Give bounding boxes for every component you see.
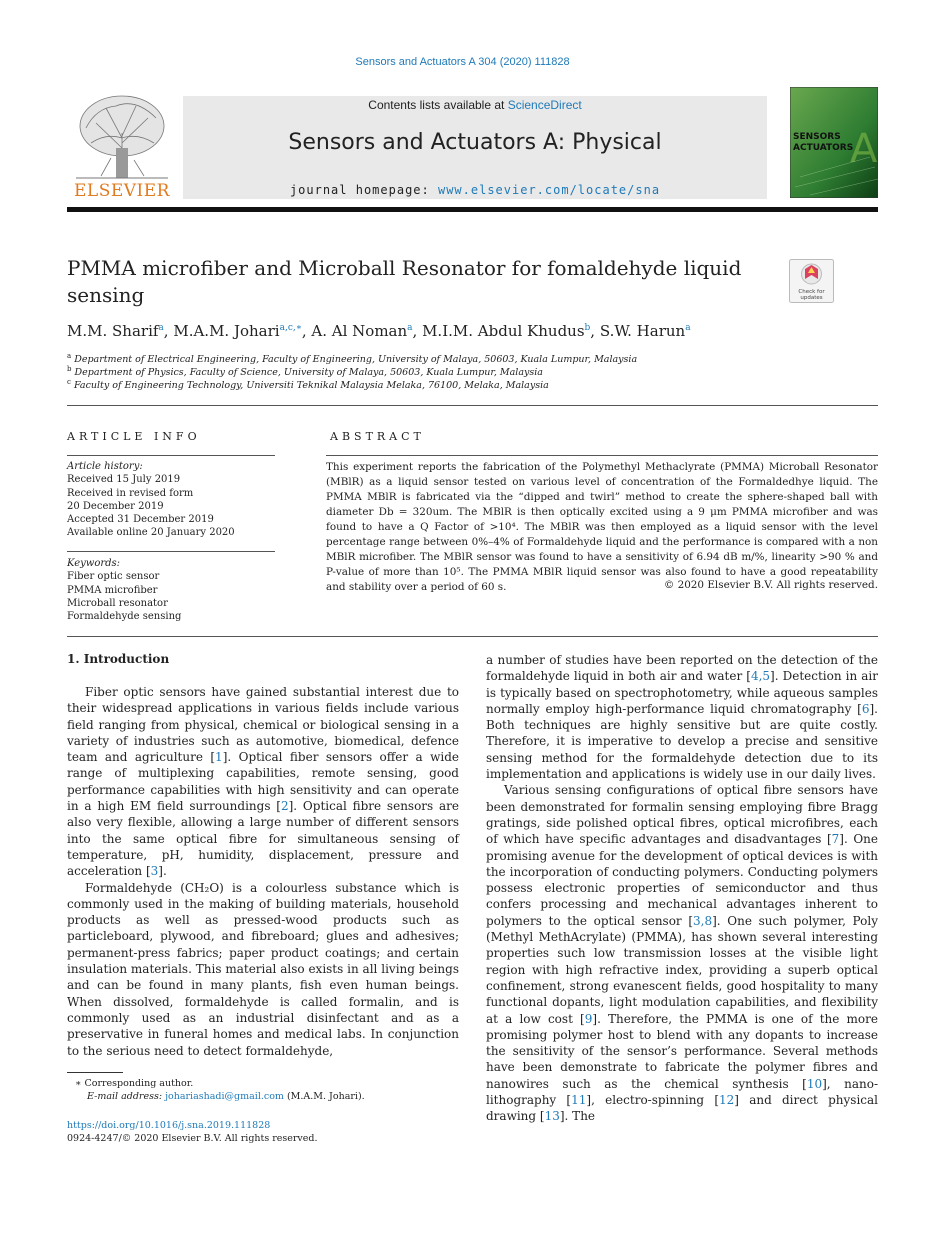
citation-link[interactable]: 7 <box>831 832 840 847</box>
journal-title: Sensors and Actuators A: Physical <box>288 130 662 155</box>
affiliation-text: Faculty of Engineering Technology, Universiti Teknikal Malaysia Melaka, 76100, Melaka, Malaysia <box>73 380 549 392</box>
doi-link[interactable]: https://doi.org/10.1016/j.sna.2019.111828 <box>67 1120 271 1131</box>
elsevier-logo <box>66 88 178 200</box>
keywords <box>67 557 277 623</box>
svg-text:A: A <box>850 126 878 172</box>
journal-cover-image[interactable] <box>790 87 878 198</box>
body-column-right <box>486 652 878 1125</box>
affiliation-b <box>67 365 543 378</box>
abstract-copyright: © 2020 Elsevier B.V. All rights reserved. <box>663 579 878 591</box>
header-divider <box>67 207 878 212</box>
elsevier-tree-icon <box>66 88 178 200</box>
affiliation-c <box>67 378 549 391</box>
author-affiliation-mark[interactable]: a,c,∗ <box>279 323 302 333</box>
email-owner: (M.A.M. Johari). <box>283 1091 365 1102</box>
author-list: M.M. Sharif$^a$, M.A.M. Johari$^{a,c,∗}$, A. Al Noman$^a$, M.I.M. Abdul Khudus$^b$, S.W. Harun$^a$ <box>67 322 691 340</box>
divider <box>67 405 878 406</box>
affiliation-mark: b <box>67 365 72 373</box>
sciencedirect-link[interactable]: ScienceDirect <box>507 98 582 112</box>
citation-link[interactable]: 3,8 <box>693 913 713 928</box>
corresponding-author-note: ∗ Corresponding author. <box>75 1078 194 1089</box>
body-paragraph: Various sensing configurations of optical fibre sensors have been demonstrated for formalin sensing employing fibre Bragg gratings, side polished optical fibres, optical microfibres, each of which have specific advantages and disadvantages [7]. One promising avenue for the development of optical devices is with the incorporation of conducting polymers. Conducting polymers possess electronic properties of semiconductor and thus confers processing and mechanical advantages inherent to polymers to the optical sensor [3,8]. One such polymer, Poly (Methyl MethAcrylate) (PMMA), has shown several interesting properties such low transmission losses at the visible light region with high refractive index, providing a superb optical confinement, strong evanescent fields, good hospitality to many functional dopants, light modulation capabilities, and flexibility at a low cost [9]. Therefore, the PMMA is one of the more promising polymer host to blend with any dopants to increase the sensitivity of the sensor’s performance. Several methods have been demonstrate to fabricate the polymer fibres and nanowires such as the chemical synthesis [10], nano-lithography [11], electro-spinning [12] and direct physical drawing [13]. The <box>486 783 879 1124</box>
crossmark-icon <box>789 259 834 303</box>
divider <box>67 455 275 456</box>
body-paragraph: Fiber optic sensors have gained substantial interest due to their widespread applications in various fields include various field ranging from physical, chemical or biological sensing in a variety of industries such as automotive, biomedical, defence team and agriculture [1]. Optical fiber sensors offer a wide range of multiplexing capabilities, remote sensing, good performance capabilities with high sensitivity and can operate in a high EM field surroundings [2]. Optical fibre sensors are also very flexible, allowing a large number of different sensors into the same optical fibre for simultaneous sensing of temperature, pH, humidity, displacement, pressure and acceleration [3]. <box>67 685 460 879</box>
email-note <box>87 1091 365 1102</box>
citation-link[interactable]: 2 <box>280 799 289 814</box>
affiliation-mark: a <box>67 352 72 360</box>
history-item: Received 15 July 2019 <box>67 474 181 486</box>
svg-text:ELSEVIER: ELSEVIER <box>74 181 170 200</box>
article-info-heading: ARTICLE INFO <box>67 430 201 443</box>
citation-link[interactable]: 9 <box>584 1011 593 1026</box>
email-link[interactable]: johariashadi@gmail.com <box>165 1091 284 1102</box>
affiliation-mark: c <box>67 378 71 386</box>
citation-link[interactable]: 11 <box>571 1093 587 1108</box>
svg-text:Check for: Check for <box>798 289 825 295</box>
contents-line <box>183 98 767 112</box>
citation-link[interactable]: 6 <box>861 701 870 716</box>
history-item: 20 December 2019 <box>67 500 164 512</box>
citation-link[interactable]: 12 <box>719 1093 735 1108</box>
footnote-divider <box>67 1072 123 1073</box>
article-history <box>67 460 277 540</box>
affiliation-a <box>67 352 637 365</box>
section-heading: 1. Introduction <box>67 652 170 666</box>
homepage-line <box>183 183 767 197</box>
email-label: E-mail address: <box>87 1091 166 1102</box>
history-item: Available online 20 January 2020 <box>67 527 235 539</box>
contents-prefix: Contents lists available at <box>368 98 508 112</box>
citation-link[interactable]: 4,5 <box>750 669 771 684</box>
keyword: Formaldehyde sensing <box>67 611 182 623</box>
divider <box>326 455 878 456</box>
cover-art-icon <box>790 87 878 198</box>
author-affiliation-mark[interactable]: a <box>685 323 691 333</box>
author-name: A. Al Noman <box>311 322 408 340</box>
abstract-heading: ABSTRACT <box>330 430 425 443</box>
body-paragraph: Formaldehyde (CH₂O) is a colourless substance which is commonly used in the making of building materials, household products as well as pressed-wood products such as particleboard, plywood, and fibreboard; glues and adhesives; permanent-press fabrics; paper product coatings; and certain insulation materials. This material also exists in all living beings and can be found in many plants, fish even human beings. When dissolved, formaldehyde is called formalin, and is commonly used as an industrial disinfectant and as a preservative in funeral homes and medical labs. In conjunction to the serious need to detect formaldehyde, <box>67 880 459 1058</box>
cover-title-line-2: ACTUATORS <box>793 143 854 153</box>
keyword: Microball resonator <box>67 597 168 609</box>
issn-copyright: 0924-4247/© 2020 Elsevier B.V. All rights reserved. <box>67 1133 318 1144</box>
affiliation-text: Department of Physics, Faculty of Science, University of Malaya, 50603, Kuala Lumpur, Malaysia <box>74 367 543 379</box>
divider <box>67 551 275 552</box>
check-for-updates-badge[interactable] <box>789 259 834 303</box>
citation-link[interactable]: 1 <box>215 750 223 765</box>
citation-link[interactable]: 3 <box>150 864 159 879</box>
body-paragraph: a number of studies have been reported on the detection of the formaldehyde liquid in both air and water [4,5]. Detection in air is typically based on spectrophotometry, while aqueous samples normally employ high-performance liquid chromatography [6]. Both techniques are highly sensitive but are quite costly. Therefore, it is imperative to develop a precise and sensitive sensing method for the formaldehyde detection due to its implementation and applications is widely use in our daily lives. <box>486 653 878 782</box>
cover-title-line-1: SENSORS <box>793 132 841 142</box>
author-affiliation-mark[interactable]: b <box>584 323 591 333</box>
author-name: M.I.M. Abdul Khudus <box>422 322 585 340</box>
keyword: Fiber optic sensor <box>67 571 160 583</box>
journal-citation[interactable]: Sensors and Actuators A 304 (2020) 111828 <box>355 56 570 68</box>
homepage-prefix: journal homepage: <box>289 183 438 197</box>
paper-title: PMMA microfiber and Microball Resonator for fomaldehyde liquid sensing <box>67 256 742 307</box>
history-label: Article history: <box>67 461 143 472</box>
history-item: Received in revised form <box>67 487 194 499</box>
history-item: Accepted 31 December 2019 <box>67 514 214 526</box>
abstract-text: This experiment reports the fabrication of the Polymethyl Methaclyrate (PMMA) Microball Resonator (MBlR) as a liquid sensor tested on various level of concentration of the Formaldedhye liquid. The PMMA MBlR is fabricated via the “dipped and twirl” method to create the sphere-shaped ball with diameter Db = 320um. The MBlR is then optically excited using a 9 μm PMMA microfiber and was found to have a Q Factor of >10⁴. The MBlR was then employed as a liquid sensor with the level percentage range between 0%–4% of Formaldehyde liquid and the performance is compared with a non MBlR microfiber. The MBlR sensor was found to have a sensitivity of 6.94 dB m/%, linearity >90 % and P-value of more than 10⁵. The PMMA MBlR liquid sensor was also found to have a good repeatability and stability over a period of 60 s. <box>326 461 878 593</box>
author-affiliation-mark[interactable]: a <box>158 323 164 333</box>
keywords-label: Keywords: <box>67 558 121 569</box>
author-name: M.M. Sharif <box>67 322 159 340</box>
citation-link[interactable]: 13 <box>544 1109 560 1124</box>
body-column-left <box>67 684 459 1059</box>
author-name: M.A.M. Johari <box>173 322 280 340</box>
divider <box>67 636 878 637</box>
author-affiliation-mark[interactable]: a <box>407 323 413 333</box>
author-name: S.W. Harun <box>599 322 686 340</box>
citation-link[interactable]: 10 <box>806 1076 823 1091</box>
svg-text:updates: updates <box>800 295 823 301</box>
affiliation-text: Department of Electrical Engineering, Faculty of Engineering, University of Malaya, 50603, Kuala Lumpur, Malaysia <box>74 354 638 366</box>
homepage-link[interactable]: www.elsevier.com/locate/sna <box>437 183 661 197</box>
keyword: PMMA microfiber <box>67 584 158 596</box>
